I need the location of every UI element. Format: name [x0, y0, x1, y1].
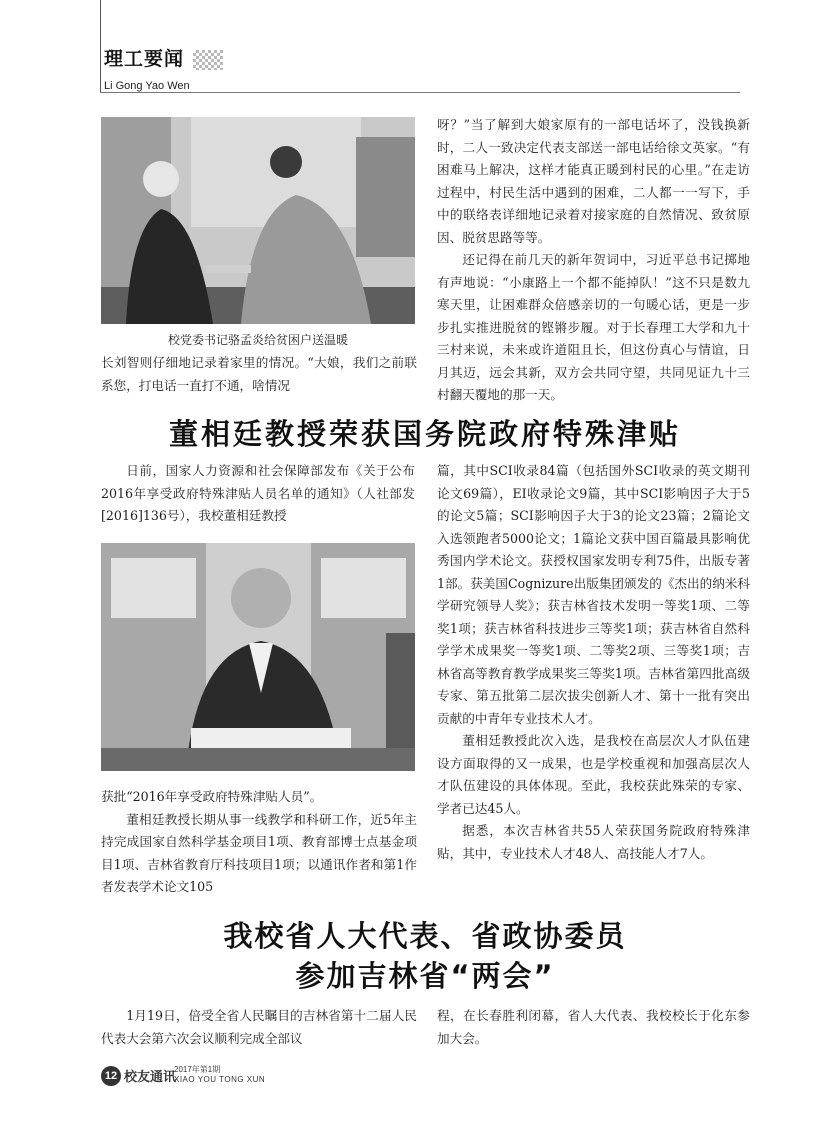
page-number: 12 [101, 1066, 121, 1086]
header-vertical-rule [100, 0, 101, 92]
checker-pattern-decoration [193, 50, 223, 70]
article1-right-paragraph-2: 还记得在前几天的新年贺词中，习近平总书记掷地有声地说：“小康路上一个都不能掉队！”这不只是数九寒天里，让困难群众倍感亲切的一句暖心话，更是一步步扎实推进脱贫的铿锵步履。对于长春理工大学和九十三村来说，未来或许道阻且长，但这份真心与情谊，日月其迈，远会其新，双方会共同守望，共同见证九十三村翻天覆地的那一天。 [437, 252, 750, 402]
article3-right-paragraph: 程，在长春胜利闭幕，省人大代表、我校校长于化东参加大会。 [437, 1008, 750, 1046]
article3-headline-line2: 参加吉林省“两会” [295, 959, 555, 993]
article2-left-bottom [101, 786, 417, 899]
section-subtitle: Li Gong Yao Wen [104, 80, 190, 92]
article2-right-paragraph-2: 董相廷教授此次入选，是我校在高层次人才队伍建设方面取得的又一成果，也是学校重视和加强高层次人才队伍建设的具体体现。至此，我校获此殊荣的专家、学者已达45人。 [437, 733, 750, 816]
article1-left-paragraph: 长刘智则仔细地记录着家里的情况。“大娘，我们之前联系您，打电话一直打不通，啥情况 [101, 355, 417, 393]
article2-research-paragraph: 董相廷教授长期从事一线教学和科研工作，近5年主持完成国家自然科学基金项目1项、教育部博士点基金项目1项、吉林省教育厅科技项目1项；以通讯作者和第1作者发表学术论文105 [101, 811, 417, 894]
photo-secretary-visit-illustration [101, 117, 415, 324]
article3-left-column [101, 1005, 417, 1050]
article3-headline-line1: 我校省人大代表、省政协委员 [223, 919, 627, 953]
section-title: 理工要闻 [104, 48, 185, 70]
article1-left-column [101, 352, 417, 397]
article3-right-column [437, 1005, 750, 1050]
photo-caption: 校党委书记骆孟炎给贫困户送温暖 [167, 333, 348, 347]
article1-right-paragraph-1: 呀？”当了解到大娘家原有的一部电话坏了，没钱换新时，二人一致决定代表支部送一部电话给徐文英家。“有困难马上解决，这样才能真正暖到村民的心里。”在走访过程中，村民生活中遇到的困难，二人都一一写下，手中的联络表详细地记录着对接家庭的自然情况、致贫原因、脱贫思路等等。 [437, 117, 750, 245]
article2-headline: 董相廷教授荣获国务院政府特殊津贴 [168, 417, 681, 451]
article3-left-paragraph: 1月19日，倍受全省人民瞩目的吉林省第十二届人民代表大会第六次会议顺利完成全部议 [101, 1008, 417, 1046]
publication-pinyin: XIAO YOU TONG XUN [174, 1075, 266, 1084]
photo-secretary-visit [101, 117, 415, 324]
article2-right-column [437, 460, 750, 865]
issue-label: 2017年第1期 [174, 1065, 221, 1074]
article2-left-top [101, 460, 415, 528]
article1-right-column [437, 114, 750, 407]
publication-title: 校友通讯 [124, 1070, 177, 1085]
photo-professor-dong-illustration [101, 543, 415, 771]
article2-intro-paragraph: 日前，国家人力资源和社会保障部发布《关于公布2016年享受政府特殊津贴人员名单的通知》（人社部发[2016]136号），我校董相廷教授 [101, 463, 415, 523]
header-rule [100, 92, 740, 93]
article2-approval-line: 获批“2016年享受政府特殊津贴人员”。 [101, 789, 323, 804]
photo-professor-dong [101, 543, 415, 771]
article2-right-paragraph-1: 篇，其中SCI收录84篇（包括国外SCI收录的英文期刊论文69篇），EI收录论文9篇，其中SCI影响因子大于5的论文5篇；SCI影响因子大于3的论文23篇；2篇论文入选领跑者5000论文；1篇论文获中国百篇最具影响优秀国内学术论文。获授权国家发明专利75件，出版专著1部。获美国Cognizure出版集团颁发的《杰出的纳米科学研究领导人奖》；获吉林省技术发明一等奖1项、二等奖1项；获吉林省科技进步三等奖1项；获吉林省自然科学学术成果奖一等奖1项、二等奖2项、三等奖1项；吉林省高等教育教学成果奖三等奖1项。吉林省第四批高级专家、第五批第二层次拔尖创新人才、第十一批有突出贡献的中青年专业技术人才。 [437, 463, 750, 726]
article2-right-paragraph-3: 据悉，本次吉林省共55人荣获国务院政府特殊津贴，其中，专业技术人才48人、高技能人才7人。 [437, 823, 750, 861]
